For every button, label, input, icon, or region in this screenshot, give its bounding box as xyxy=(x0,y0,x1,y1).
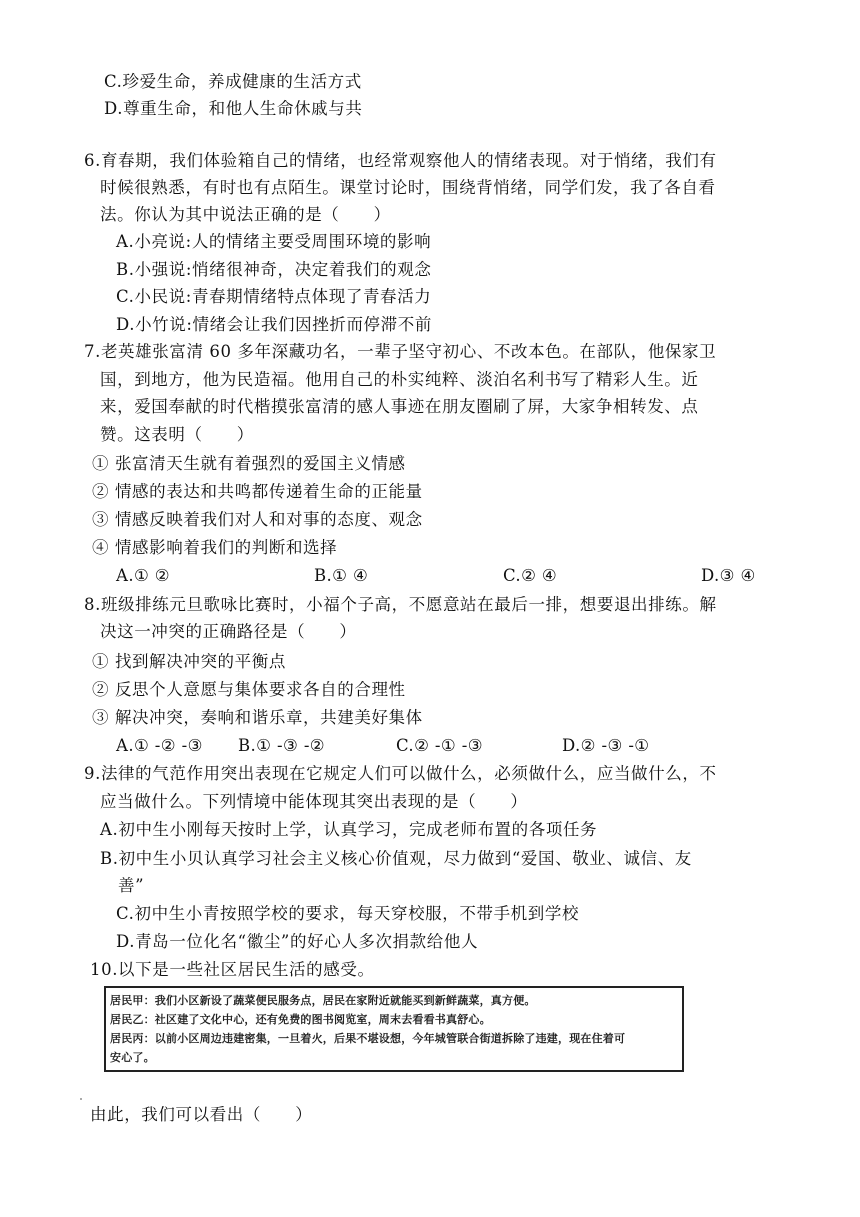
q6-option-c: C.小民说:青春期情绪特点体现了青春活力 xyxy=(116,287,432,306)
q6-option-a: A.小亮说:人的情绪主要受周围环境的影响 xyxy=(116,232,432,251)
q8-statement-3: ③ 解决冲突，奏响和谐乐章，共建美好集体 xyxy=(92,708,423,727)
q7-stem-line-3: 来，爱国奉献的时代楷摸张富清的感人事迹在朋友圈刷了屏，大家争相转发、点 xyxy=(100,397,699,416)
q7-statement-3: ③ 情感反映着我们对人和对事的态度、观念 xyxy=(92,510,423,529)
q9-option-a: A.初中生小刚每天按时上学，认真学习，完成老师布置的各项任务 xyxy=(100,820,598,839)
q6-stem-line-1: 6.育春期，我们体验箱自己的情绪，也经常观察他人的情绪表现。对于悄绪，我们有 xyxy=(84,151,717,170)
resident-quote-jia: 居民甲：我们小区新设了蔬菜便民服务点，居民在家附近就能买到新鲜蔬菜，真方便。 xyxy=(110,994,536,1007)
q9-stem-line-1: 9.法律的气范作用突出表现在它规定人们可以做什么，必须做什么，应当做什么，不 xyxy=(84,764,717,783)
q6-stem-line-3: 法。你认为其中说法正确的是（ ） xyxy=(100,205,391,224)
q6-option-d: D.小竹说:情绪会让我们因挫折而停滞不前 xyxy=(116,315,432,334)
q6-stem-line-2: 时候很熟悉，有时也有点陌生。课堂讨论时，围绕背悄绪，同学们发，我了各自看 xyxy=(100,178,716,197)
q7-choice-a: A.① ② xyxy=(116,566,170,585)
q7-choice-b: B.① ④ xyxy=(314,566,369,585)
q8-choice-c: C.② -① -③ xyxy=(396,736,483,755)
resident-quote-yi: 居民乙：社区建了文化中心，还有免费的图书阅览室，周末去看看书真舒心。 xyxy=(110,1013,491,1026)
q5-option-c: C.珍爱生命，养成健康的生活方式 xyxy=(104,72,362,91)
scan-speck xyxy=(80,1098,82,1100)
q9-option-c: C.初中生小青按照学校的要求，每天穿校服，不带手机到学校 xyxy=(116,904,580,923)
q7-statement-1: ① 张富清天生就有着强烈的爱国主义情感 xyxy=(92,454,406,473)
q6-option-b: B.小强说:悄绪很神奇，决定着我们的观念 xyxy=(116,260,432,279)
q8-stem-line-1: 8.班级排练元旦歌咏比赛时，小福个子高，不愿意站在最后一排，想要退出排练。解 xyxy=(84,595,717,614)
q7-choice-c: C.② ④ xyxy=(503,566,558,585)
resident-quotes-box xyxy=(104,986,684,1072)
q7-choice-d: D.③ ④ xyxy=(701,566,756,585)
q9-stem-line-2: 应当做什么。下列情境中能体现其突出表现的是（ ） xyxy=(100,792,528,811)
q9-option-d: D.青岛一位化名“徽尘”的好心人多次捐款给他人 xyxy=(116,932,479,951)
q9-option-b-cont: 善” xyxy=(118,876,145,895)
resident-quote-bing-cont: 安心了。 xyxy=(110,1051,155,1064)
q8-statement-2: ② 反思个人意愿与集体要求各自的合理性 xyxy=(92,680,406,699)
q8-stem-line-2: 决这一冲突的正确路径是（ ） xyxy=(100,622,357,641)
q7-statement-4: ④ 情感影响着我们的判断和选择 xyxy=(92,538,338,557)
q8-choice-d: D.② -③ -① xyxy=(562,736,650,755)
q9-option-b: B.初中生小贝认真学习社会主义核心价值观，尽力做到“爱国、敬业、诚信、友 xyxy=(100,849,692,868)
q10-conclusion: 由此，我们可以看出（ ） xyxy=(90,1105,313,1124)
resident-quote-bing: 居民丙：以前小区周边违建密集，一旦着火，后果不堪设想，今年城管联合街道拆除了违建，现在住着可 xyxy=(110,1032,626,1045)
q8-statement-1: ① 找到解决冲突的平衡点 xyxy=(92,652,286,671)
q5-option-d: D.尊重生命，和他人生命休戚与共 xyxy=(104,99,363,118)
q7-stem-line-2: 国，到地方，他为民造福。他用自己的朴实纯粹、淡泊名利书写了精彩人生。近 xyxy=(100,370,699,389)
q7-stem-line-1: 7.老英雄张富清 60 多年深藏功名，一辈子坚守初心、不改本色。在部队，他保家卫 xyxy=(84,342,717,361)
q10-stem: 10.以下是一些社区居民生活的感受。 xyxy=(90,960,375,979)
q7-stem-line-4: 赞。这表明（ ） xyxy=(100,425,254,444)
q8-choice-a: A.① -② -③ xyxy=(116,736,203,755)
q7-statement-2: ② 情感的表达和共鸣都传递着生命的正能量 xyxy=(92,482,423,501)
q8-choice-b: B.① -③ -② xyxy=(238,736,325,755)
